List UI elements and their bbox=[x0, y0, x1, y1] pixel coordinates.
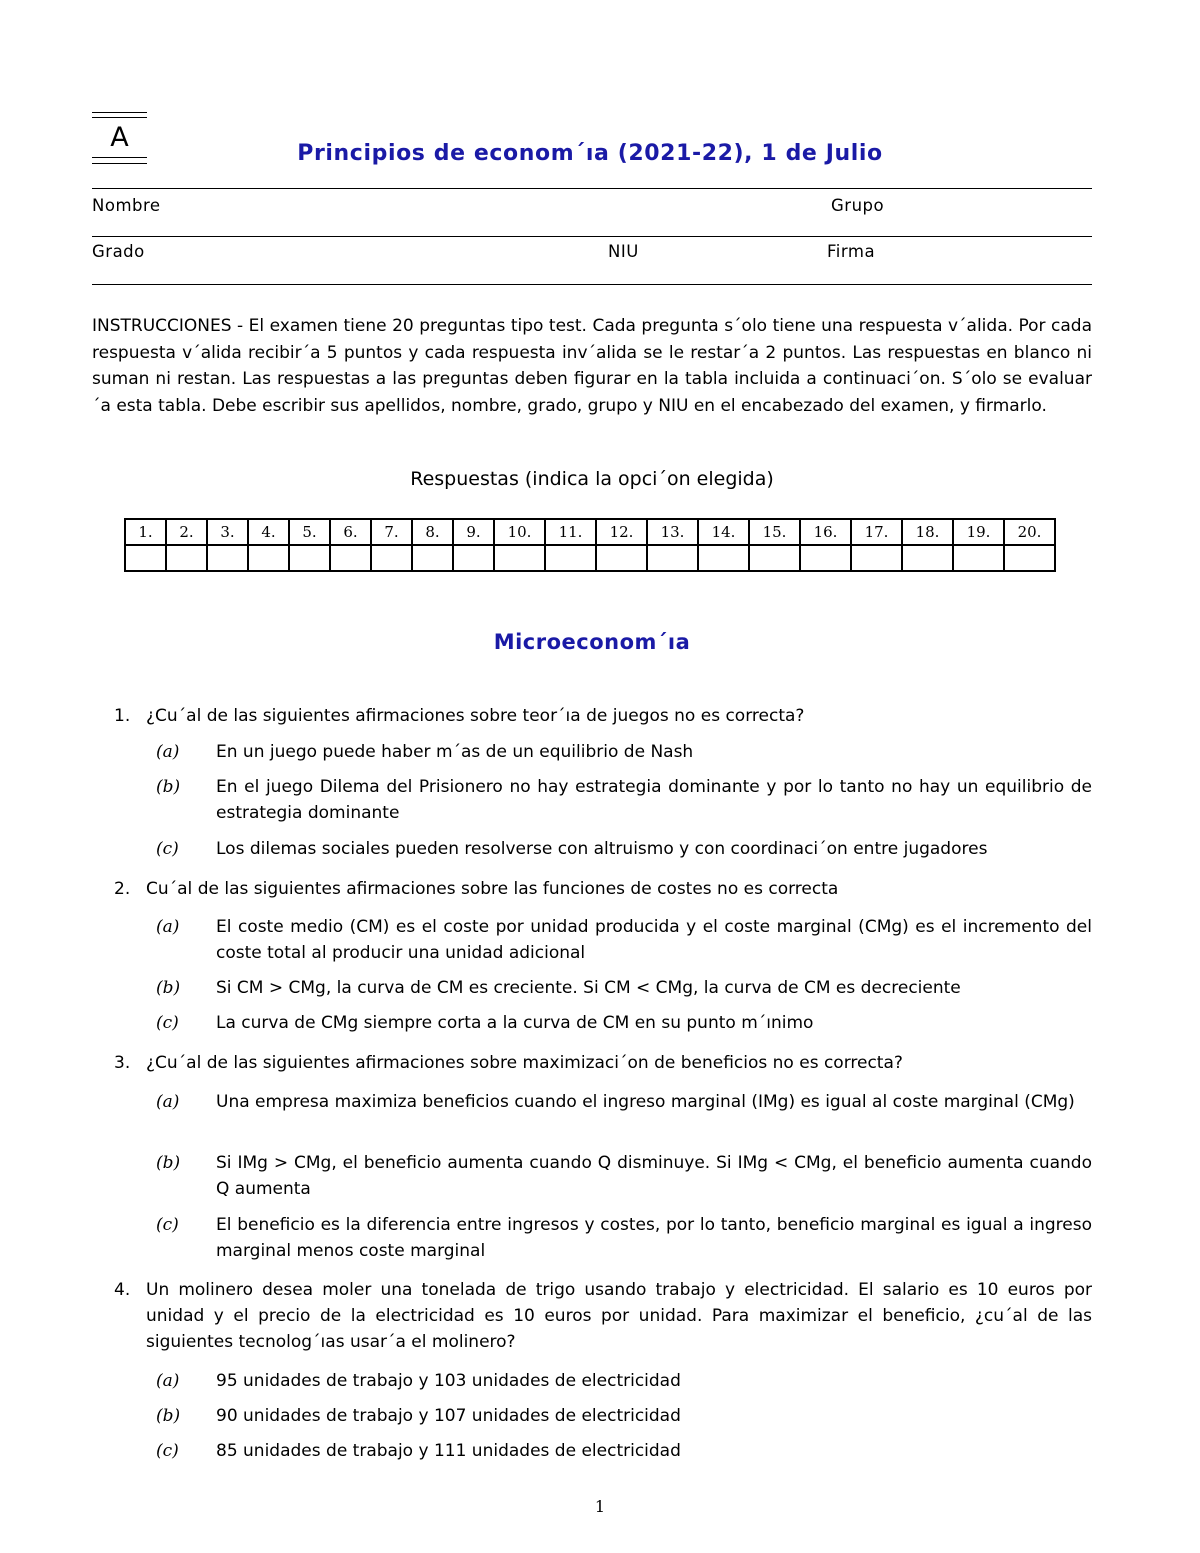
option-text: 85 unidades de trabajo y 111 unidades de electricidad bbox=[216, 1441, 681, 1461]
badge-bottom-line-2 bbox=[92, 163, 147, 164]
answers-header-row bbox=[125, 519, 1055, 545]
option-label: (a) bbox=[156, 917, 180, 937]
option-text: El beneficio es la diferencia entre ingresos y costes, por lo tanto, beneficio marginal es igual a ingreso marginal menos coste marginal bbox=[216, 1215, 1092, 1261]
option-text: Si IMg > CMg, el beneficio aumenta cuando Q disminuye. Si IMg < CMg, el beneficio aumenta cuando Q aumenta bbox=[216, 1153, 1092, 1199]
option-label: (b) bbox=[156, 1406, 181, 1426]
answer-cell[interactable] bbox=[596, 545, 647, 571]
option-text: La curva de CMg siempre corta a la curva de CM en su punto m´ınimo bbox=[216, 1013, 814, 1033]
answer-col-header: 1. bbox=[125, 519, 166, 545]
badge-top-line bbox=[92, 112, 147, 113]
option-text: 95 unidades de trabajo y 103 unidades de electricidad bbox=[216, 1371, 681, 1391]
answer-col-header: 2. bbox=[166, 519, 207, 545]
answer-col-header: 15. bbox=[749, 519, 800, 545]
nombre-label: Nombre bbox=[92, 196, 161, 215]
option-label: (c) bbox=[156, 1215, 179, 1235]
option-label: (c) bbox=[156, 1441, 179, 1461]
grado-label: Grado bbox=[92, 242, 145, 261]
instructions: INSTRUCCIONES - El examen tiene 20 preguntas tipo test. Cada pregunta s´olo tiene una respuesta v´alida. Por cada respuesta v´alida recibir´a 5 puntos y cada respuesta inv´alida se le restar´a 2 puntos. Las respuestas en blanco ni suman ni restan. Las respuestas a las preguntas deben figurar en la tabla incluida a continuaci´on. S´olo se evaluar´a esta tabla. Debe escribir sus apellidos, nombre, grado, grupo y NIU en el encabezado del examen, y firmarlo. bbox=[92, 316, 1092, 416]
header-rule-1 bbox=[92, 188, 1092, 189]
option-label: (b) bbox=[156, 777, 181, 797]
answer-cell[interactable] bbox=[371, 545, 412, 571]
answer-cell[interactable] bbox=[800, 545, 851, 571]
answer-cell[interactable] bbox=[1004, 545, 1055, 571]
firma-label: Firma bbox=[827, 242, 876, 261]
answer-col-header: 16. bbox=[800, 519, 851, 545]
answer-cell[interactable] bbox=[647, 545, 698, 571]
answer-col-header: 12. bbox=[596, 519, 647, 545]
question-text: ¿Cu´al de las siguientes afirmaciones sobre maximizaci´on de beneficios no es correcta? bbox=[146, 1053, 903, 1073]
answer-col-header: 13. bbox=[647, 519, 698, 545]
header-rule-2 bbox=[92, 236, 1092, 237]
answer-cell[interactable] bbox=[698, 545, 749, 571]
answer-cell[interactable] bbox=[207, 545, 248, 571]
answer-cell[interactable] bbox=[953, 545, 1004, 571]
badge-bottom-line bbox=[92, 157, 147, 158]
answers-input-row bbox=[125, 545, 1055, 571]
page-number: 1 bbox=[594, 1497, 606, 1516]
answers-table bbox=[124, 518, 1056, 572]
option-label: (a) bbox=[156, 742, 180, 762]
exam-version: A bbox=[110, 122, 129, 153]
section-title: Microeconom´ıa bbox=[493, 630, 691, 654]
answer-cell[interactable] bbox=[902, 545, 953, 571]
option-label: (c) bbox=[156, 839, 179, 859]
option-label: (a) bbox=[156, 1092, 180, 1112]
answer-col-header: 10. bbox=[494, 519, 545, 545]
answer-col-header: 14. bbox=[698, 519, 749, 545]
option-label: (b) bbox=[156, 978, 181, 998]
answer-col-header: 4. bbox=[248, 519, 289, 545]
option-text: 90 unidades de trabajo y 107 unidades de electricidad bbox=[216, 1406, 681, 1426]
answer-col-header: 7. bbox=[371, 519, 412, 545]
answer-cell[interactable] bbox=[851, 545, 902, 571]
answer-col-header: 8. bbox=[412, 519, 453, 545]
answer-cell[interactable] bbox=[330, 545, 371, 571]
answer-col-header: 20. bbox=[1004, 519, 1055, 545]
question-text: Un molinero desea moler una tonelada de trigo usando trabajo y electricidad. El salario es 10 euros por unidad y el precio de la electricidad es 10 euros por unidad. Para maximizar el beneficio, ¿cu´al de las siguientes tecnolog´ıas usar´a el molinero? bbox=[146, 1280, 1092, 1352]
answer-cell[interactable] bbox=[494, 545, 545, 571]
option-text: En el juego Dilema del Prisionero no hay estrategia dominante y por lo tanto no hay un equilibrio de estrategia dominante bbox=[216, 777, 1092, 823]
answer-cell[interactable] bbox=[545, 545, 596, 571]
question-number: 4. bbox=[114, 1280, 131, 1300]
answer-cell[interactable] bbox=[412, 545, 453, 571]
question-text: ¿Cu´al de las siguientes afirmaciones sobre teor´ıa de juegos no es correcta? bbox=[146, 706, 805, 726]
answers-title: Respuestas (indica la opci´on elegida) bbox=[410, 468, 774, 490]
answer-col-header: 3. bbox=[207, 519, 248, 545]
grupo-label: Grupo bbox=[831, 196, 885, 215]
niu-label: NIU bbox=[608, 242, 639, 261]
question-text: Cu´al de las siguientes afirmaciones sobre las funciones de costes no es correcta bbox=[146, 879, 839, 899]
option-text: El coste medio (CM) es el coste por unidad producida y el coste marginal (CMg) es el incremento del coste total al producir una unidad adicional bbox=[216, 917, 1092, 963]
answer-cell[interactable] bbox=[749, 545, 800, 571]
option-label: (c) bbox=[156, 1013, 179, 1033]
answer-cell[interactable] bbox=[289, 545, 330, 571]
answer-col-header: 19. bbox=[953, 519, 1004, 545]
option-text: En un juego puede haber m´as de un equilibrio de Nash bbox=[216, 742, 694, 762]
option-label: (b) bbox=[156, 1153, 181, 1173]
answer-col-header: 5. bbox=[289, 519, 330, 545]
answer-cell[interactable] bbox=[453, 545, 494, 571]
header-rule-3 bbox=[92, 284, 1092, 285]
question-number: 2. bbox=[114, 879, 131, 899]
question-number: 3. bbox=[114, 1053, 131, 1073]
question-number: 1. bbox=[114, 706, 131, 726]
exam-title: Principios de econom´ıa (2021-22), 1 de Julio bbox=[297, 141, 883, 166]
answer-col-header: 18. bbox=[902, 519, 953, 545]
answer-col-header: 6. bbox=[330, 519, 371, 545]
answer-col-header: 11. bbox=[545, 519, 596, 545]
answer-col-header: 17. bbox=[851, 519, 902, 545]
option-text: Una empresa maximiza beneficios cuando el ingreso marginal (IMg) es igual al coste marginal (CMg) bbox=[216, 1092, 1075, 1112]
answer-cell[interactable] bbox=[248, 545, 289, 571]
answer-cell[interactable] bbox=[166, 545, 207, 571]
badge-top-line-2 bbox=[92, 117, 147, 118]
answer-cell[interactable] bbox=[125, 545, 166, 571]
option-text: Si CM > CMg, la curva de CM es creciente. Si CM < CMg, la curva de CM es decreciente bbox=[216, 978, 961, 998]
option-text: Los dilemas sociales pueden resolverse con altruismo y con coordinaci´on entre jugadores bbox=[216, 839, 988, 859]
option-label: (a) bbox=[156, 1371, 180, 1391]
answer-col-header: 9. bbox=[453, 519, 494, 545]
